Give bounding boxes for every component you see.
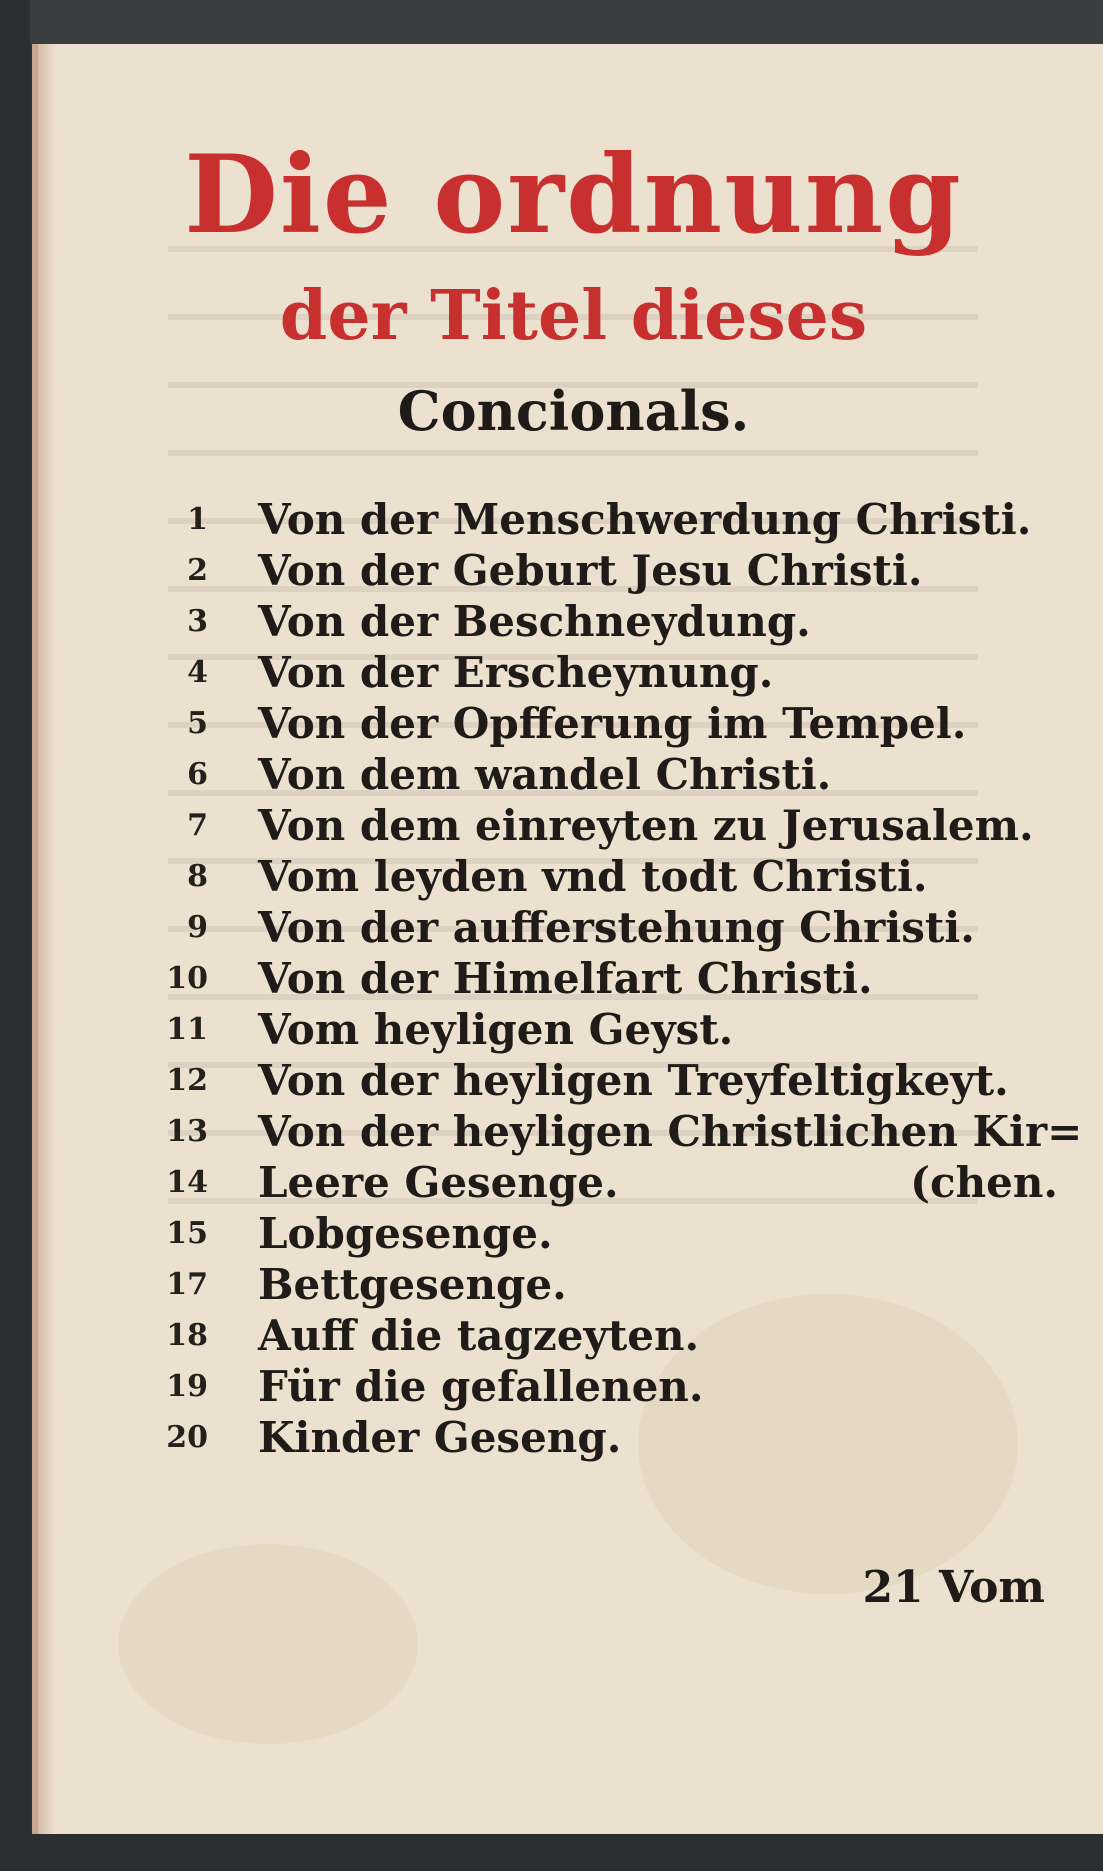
scan-background-top bbox=[0, 0, 1103, 44]
toc-entry-title: Von der heyligen Christlichen Kir= bbox=[258, 1107, 1083, 1156]
toc-entry-number: 11 bbox=[166, 1012, 208, 1047]
toc-entry-number: 6 bbox=[187, 757, 208, 792]
toc-entry-number: 8 bbox=[187, 859, 208, 894]
toc-entry bbox=[138, 698, 1078, 749]
toc-entry bbox=[138, 1259, 1078, 1310]
toc-entry bbox=[138, 1208, 1078, 1259]
scan-background-left bbox=[0, 0, 30, 1871]
toc-entry-number: 2 bbox=[187, 553, 208, 588]
toc-entry-number: 9 bbox=[187, 910, 208, 945]
toc-entry-number: 19 bbox=[166, 1369, 208, 1404]
page-title: Die ordnung bbox=[184, 132, 963, 258]
toc-entry-number: 20 bbox=[166, 1420, 208, 1455]
toc-entry-title: Leere Gesenge. bbox=[258, 1158, 619, 1207]
book-page bbox=[32, 44, 1103, 1834]
toc-entry-title: Vom heyligen Geyst. bbox=[258, 1005, 734, 1054]
toc-entry-title: Von der Himelfart Christi. bbox=[258, 954, 873, 1003]
toc-entry-title: Von der Erscheynung. bbox=[258, 648, 774, 697]
toc-entry-title: Von der Beschneydung. bbox=[258, 597, 811, 646]
toc-entry-continuation: (chen. bbox=[910, 1158, 1058, 1207]
toc-entry-title: Von der aufferstehung Christi. bbox=[258, 903, 975, 952]
toc-entry bbox=[138, 1412, 1078, 1463]
toc-entry-number: 7 bbox=[187, 808, 208, 843]
toc-entry bbox=[138, 1310, 1078, 1361]
toc-entry-title: Für die gefallenen. bbox=[258, 1362, 704, 1411]
toc-entry-title: Von dem einreyten zu Jerusalem. bbox=[258, 801, 1034, 850]
toc-entry-number: 10 bbox=[166, 961, 208, 996]
toc-entry bbox=[138, 902, 1078, 953]
toc-entry bbox=[138, 596, 1078, 647]
toc-entry bbox=[138, 545, 1078, 596]
table-of-contents bbox=[138, 494, 1083, 1463]
toc-entry bbox=[138, 1157, 1078, 1208]
toc-entry-number: 14 bbox=[166, 1165, 208, 1200]
toc-entry bbox=[138, 1361, 1078, 1412]
toc-entry-title: Von der heyligen Treyfeltigkeyt. bbox=[258, 1056, 1009, 1105]
toc-entry bbox=[138, 1106, 1083, 1157]
toc-entry bbox=[138, 749, 1078, 800]
toc-entry-number: 4 bbox=[187, 655, 208, 690]
page-subtitle: Concionals. bbox=[397, 379, 750, 443]
toc-entry bbox=[138, 494, 1078, 545]
toc-entry-number: 15 bbox=[166, 1216, 208, 1251]
toc-entry-title: Vom leyden vnd todt Christi. bbox=[258, 852, 928, 901]
toc-entry bbox=[138, 647, 1078, 698]
catchword: 21 Vom bbox=[862, 1562, 1045, 1613]
toc-entry-number: 18 bbox=[166, 1318, 208, 1353]
toc-entry-title: Bettgesenge. bbox=[258, 1260, 567, 1309]
page-title-line2: der Titel dieses bbox=[279, 276, 868, 356]
toc-entry-title: Von der Geburt Jesu Christi. bbox=[258, 546, 923, 595]
toc-entry-title: Von der Opfferung im Tempel. bbox=[258, 699, 967, 748]
toc-entry-number: 5 bbox=[187, 706, 208, 741]
toc-entry-number: 1 bbox=[187, 502, 208, 537]
toc-entry-number: 12 bbox=[166, 1063, 208, 1098]
toc-entry bbox=[138, 800, 1078, 851]
toc-entry-title: Von der Menschwerdung Christi. bbox=[258, 495, 1032, 544]
toc-entry bbox=[138, 851, 1078, 902]
toc-entry-title: Von dem wandel Christi. bbox=[258, 750, 832, 799]
toc-entry-number: 17 bbox=[166, 1267, 208, 1302]
scan-background-bottom bbox=[0, 1834, 1103, 1871]
toc-entry-title: Kinder Geseng. bbox=[258, 1413, 622, 1462]
toc-entry-number: 13 bbox=[166, 1114, 208, 1149]
toc-entry bbox=[138, 1004, 1078, 1055]
toc-entry bbox=[138, 953, 1078, 1004]
paper-stain bbox=[118, 1544, 418, 1744]
toc-entry bbox=[138, 1055, 1078, 1106]
toc-entry-number: 3 bbox=[187, 604, 208, 639]
toc-entry-title: Auff die tagzeyten. bbox=[258, 1311, 700, 1360]
toc-entry-title: Lobgesenge. bbox=[258, 1209, 553, 1258]
